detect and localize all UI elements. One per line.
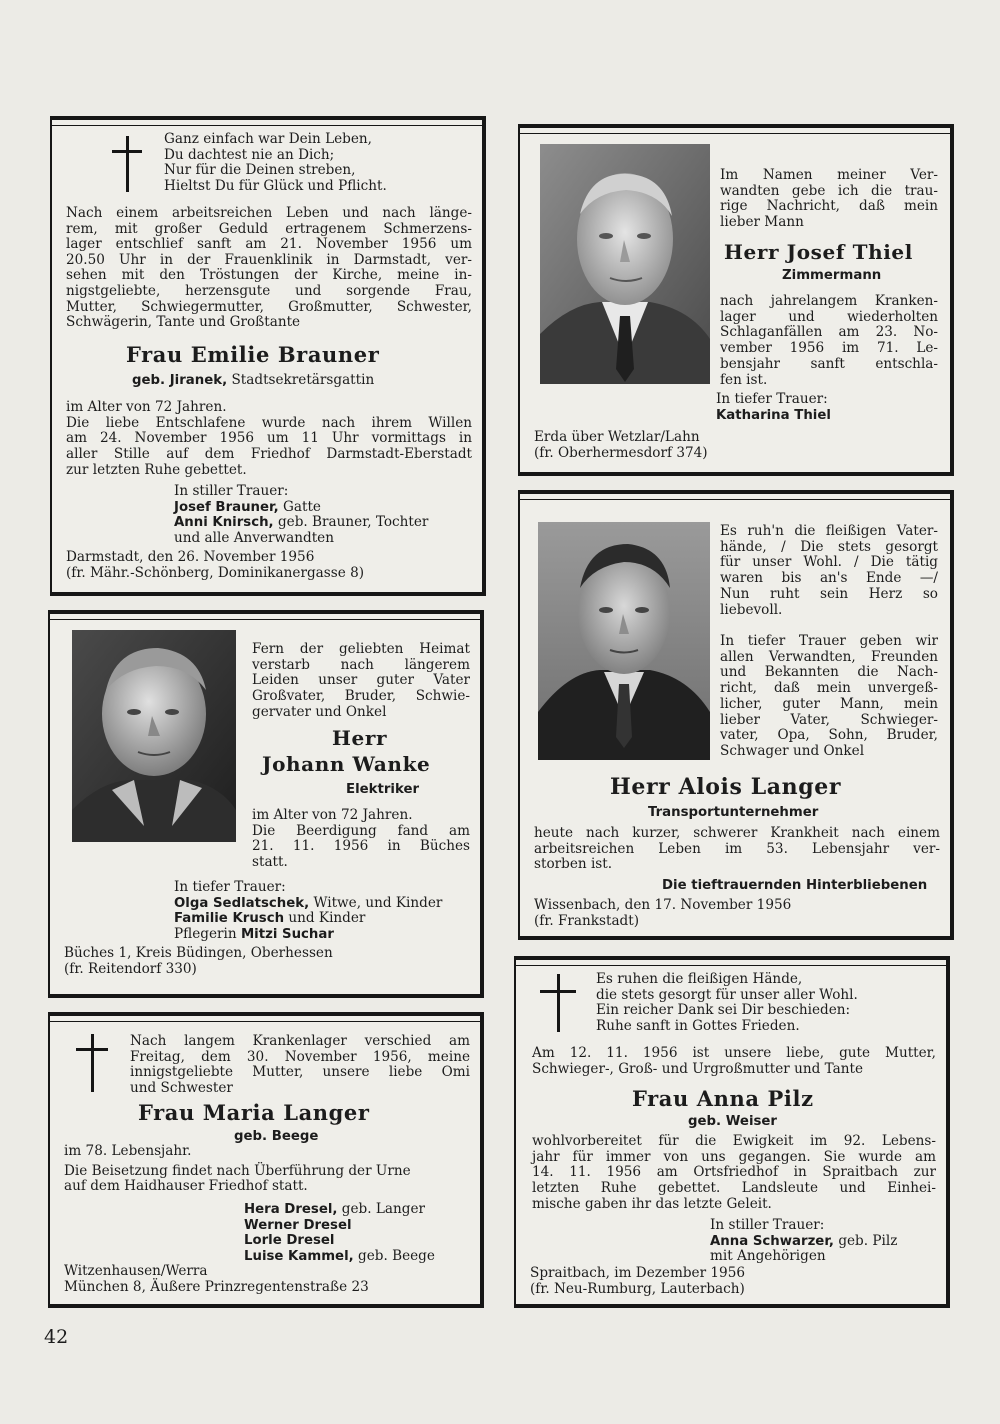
deceased-title: Herr [332,726,388,750]
deceased-name: Frau Anna Pilz [632,1086,814,1111]
mourners: In tiefer Trauer: Katharina Thiel [716,391,831,423]
details-text: im 78. Lebensjahr. Die Beisetzung findet nach Überführung der Urne auf dem Haidhauser Friedhof statt. [64,1143,411,1195]
portrait-photo [538,522,710,760]
notice-anna-pilz [514,956,950,1308]
mourners: In tiefer Trauer: Olga Sedlatschek, Witwe, und Kinder Familie Krusch und Kinder Pflegerin Mitzi Suchar [174,879,443,943]
place-date: Wissenbach, den 17. November 1956 (fr. Frankstadt) [534,897,792,929]
cross-icon [76,1034,108,1092]
details-text: wohlvorbereitet für die Ewigkeit im 92. Lebens- jahr für immer von uns gegangen. Sie wurde am 14. 11. 1956 am Ortsfriedhof in Spraitbach zur letzten Ruhe gebettet. Landsleute und Einhei- mische gaben ihr das letzte Geleit. [532,1133,936,1212]
occupation: Elektriker [346,782,420,797]
place-date: Witzenhausen/Werra München 8, Äußere Prinzregentenstraße 23 [64,1263,369,1295]
notice-maria-langer [48,1012,484,1308]
notice-josef-thiel [518,124,954,476]
notice-alois-langer [518,490,954,940]
poem: Ganz einfach war Dein Leben, Du dachtest nie an Dich; Nur für die Deinen streben, Hieltst Du für Glück und Pflicht. [164,131,387,194]
details-text: im Alter von 72 Jahren. Die Beerdigung fand am 21. 11. 1956 in Büches statt. [252,807,470,871]
place-date: Büches 1, Kreis Büdingen, Oberhessen (fr. Reitendorf 330) [64,945,333,977]
portrait-photo [72,630,236,842]
place-date: Erda über Wetzlar/Lahn (fr. Oberhermesdorf 374) [534,429,708,461]
intro-text: Fern der geliebten Heimat verstarb nach längerem Leiden unser guter Vater Großvater, Bruder, Schwie- gervater und Onkel [252,641,470,720]
place-date: Spraitbach, im Dezember 1956 (fr. Neu-Rumburg, Lauterbach) [530,1265,746,1297]
deceased-name: Johann Wanke [262,752,431,776]
notice-johann-wanke [48,610,484,998]
deceased-name: Herr Alois Langer [610,774,842,800]
portrait-photo [540,144,710,384]
birth-name: geb. Beege [234,1129,319,1144]
cross-icon [540,974,576,1032]
details-text: im Alter von 72 Jahren. Die liebe Entschlafene wurde nach ihrem Willen am 24. November 1956 um 11 Uhr vormittags in aller Stille auf dem Friedhof Darmstadt-Eberstadt zur letzten Ruhe gebettet. [66,399,472,478]
deceased-name: Frau Maria Langer [138,1100,370,1125]
poem: Es ruhen die fleißigen Hände, die stets gesorgt für unser aller Wohl. Ein reicher Dank sei Dir beschieden: Ruhe sanft in Gottes Frieden. [596,971,858,1035]
deceased-name: Herr Josef Thiel [724,240,913,264]
intro-text: Nach einem arbeitsreichen Leben und nach länge- rem, mit großer Geduld ertragenem Schmerzens- lager entschlief sanft am 21. November 1956 um 20.50 Uhr in der Frauenklinik in Darmstadt, ver- sehen mit den Tröstungen der Kirche, meine in- nigstgeliebte, herzensgute und sorgende Frau, Mutter, Schwiegermutter, Großmutter, Schwester, Schwägerin, Tante und Großtante [66,205,472,331]
occupation: Zimmermann [782,268,882,283]
cross-icon [112,136,142,192]
mourners: In stiller Trauer: Josef Brauner, Gatte Anni Knirsch, geb. Brauner, Tochter und alle Anverwandten [174,483,429,547]
intro-text: In tiefer Trauer geben wir allen Verwandten, Freunden und Bekannten die Nach- richt, daß mein unvergeß- licher, guter Mann, mein lieber Vater, Schwieger- vater, Opa, Sohn, Bruder, Schwager und Onkel [720,633,938,759]
intro-text: Am 12. 11. 1956 ist unsere liebe, gute Mutter, Schwieger-, Groß- und Urgroßmutter und Tante [532,1045,936,1077]
details-text: nach jahrelangem Kranken- lager und wiederholten Schlaganfällen am 23. No- vember 1956 im 71. Le- bensjahr sanft entschla- fen ist. [720,293,938,388]
signature: Die tieftrauernden Hinterbliebenen [662,878,928,893]
deceased-name: Frau Emilie Brauner [126,342,380,367]
birth-name: geb. Weiser [688,1114,777,1129]
intro-text: Nach langem Krankenlager verschied am Freitag, dem 30. November 1956, meine innigstgeliebte Mutter, unsere liebe Omi und Schwester [130,1033,470,1097]
mourners: In stiller Trauer: Anna Schwarzer, geb. Pilz mit Angehörigen [710,1217,898,1265]
mourners: Hera Dresel, geb. Langer Werner Dresel Lorle Dresel Luise Kammel, geb. Beege [244,1201,435,1265]
poem: Es ruh'n die fleißigen Vater- hände, / Die stets gesorgt für unser Wohl. / Die tätig waren bis an's Ende —/ Nun ruht sein Herz so liebevoll. [720,523,938,618]
intro-text: Im Namen meiner Ver- wandten gebe ich die trau- rige Nachricht, daß mein lieber Mann [720,167,938,231]
details-text: heute nach kurzer, schwerer Krankheit nach einem arbeitsreichen Leben im 53. Lebensjahr ver- storben ist. [534,825,940,873]
place-date: Darmstadt, den 26. November 1956 (fr. Mähr.-Schönberg, Dominikanergasse 8) [66,549,365,581]
notice-emilie-brauner [50,116,486,596]
page-number: 42 [44,1326,69,1348]
birth-name: geb. Jiranek, Stadtsekretärsgattin [132,372,375,388]
occupation: Transportunternehmer [648,805,819,820]
